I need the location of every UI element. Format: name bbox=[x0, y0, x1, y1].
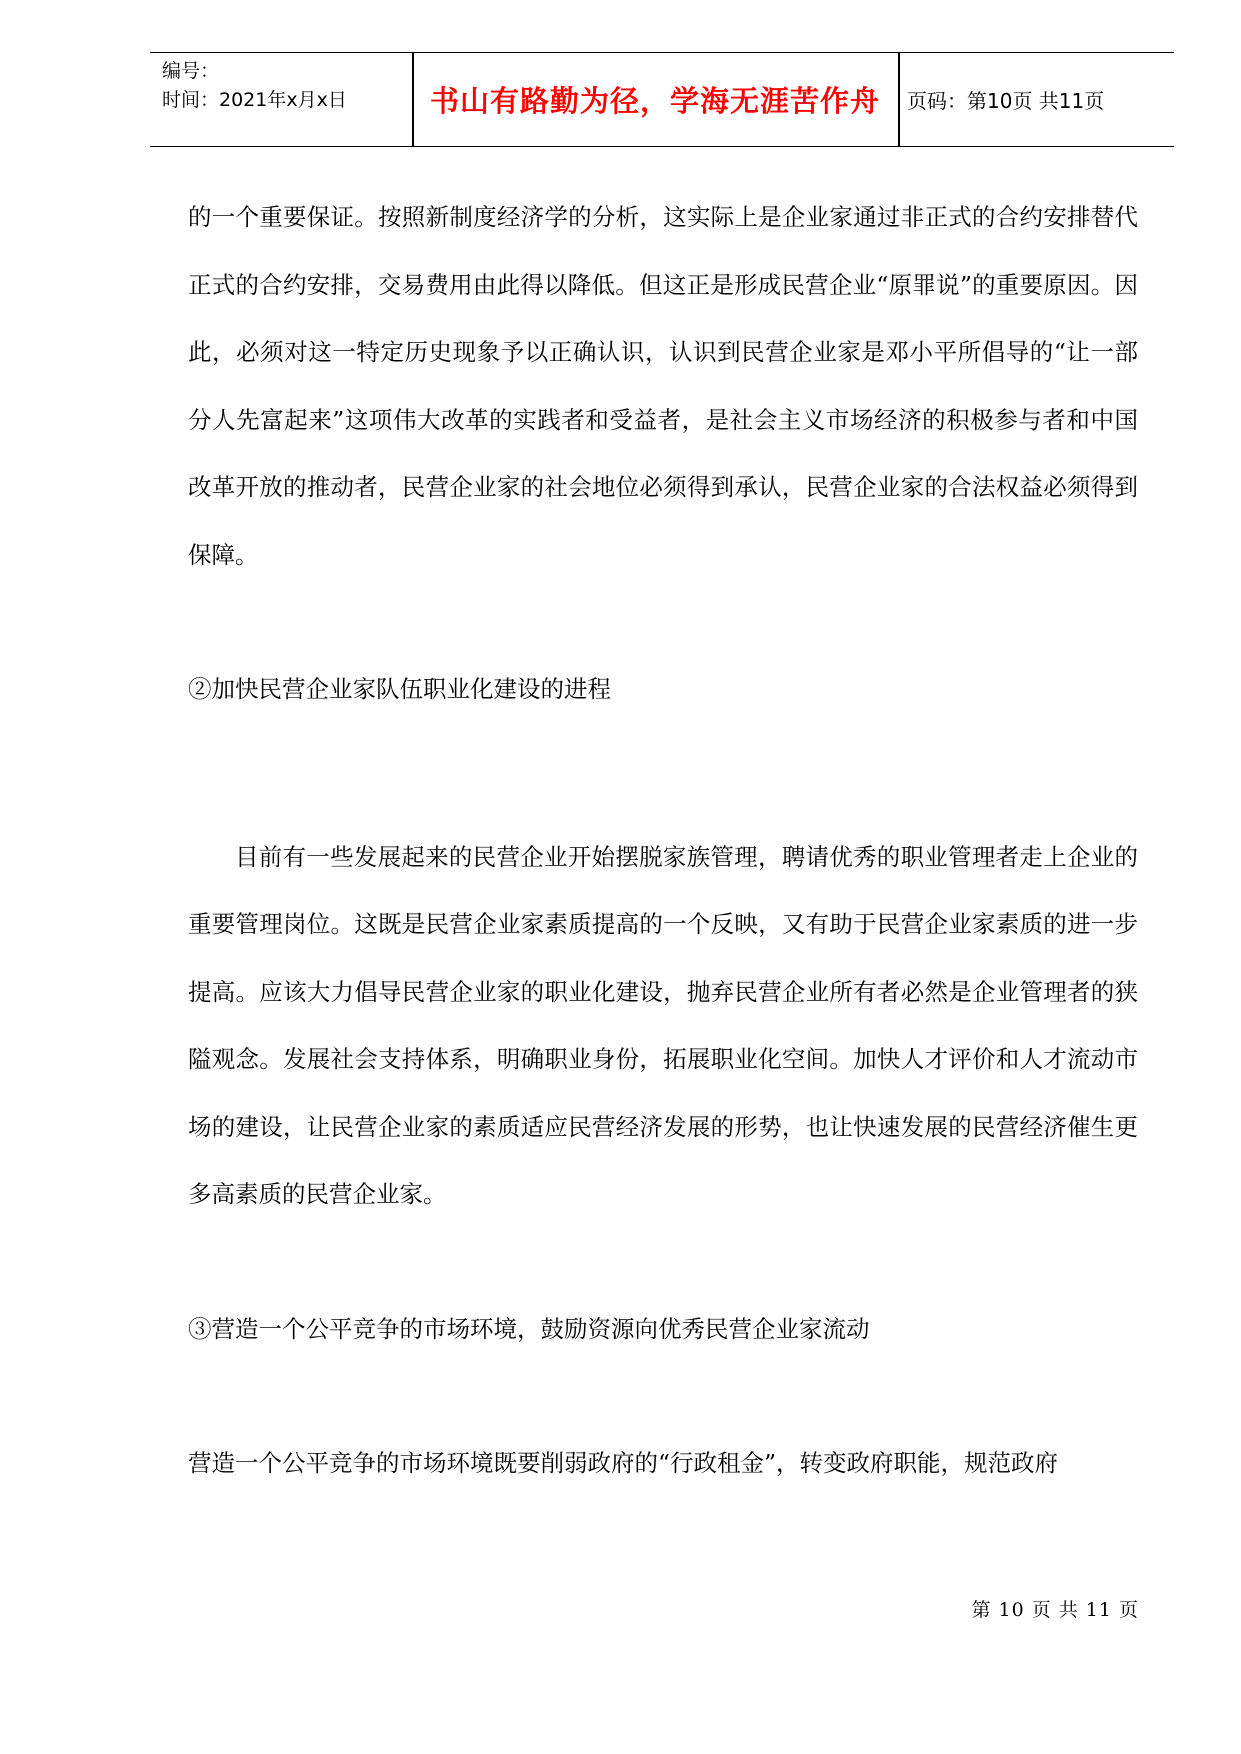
header-motto: 书山有路勤为径，学海无涯苦作舟 bbox=[429, 84, 880, 118]
header-meta bbox=[162, 57, 412, 115]
body-paragraph: 目前有一些发展起来的民营企业开始摆脱家族管理，聘请优秀的职业管理者走上企业的重要管理岗位。这既是民营企业家素质提高的一个反映，又有助于民营企业家素质的进一步提高。应该大力倡导民营企业家的职业化建设，抛弃民营企业所有者必然是企业管理者的狭隘观念。发展社会支持体系，明确职业身份，拓展职业化空间。加快人才评价和人才流动市场的建设，让民营企业家的素质适应民营经济发展的形势，也让快速发展的民营经济催生更多高素质的民营企业家。 bbox=[188, 842, 1138, 1208]
document-header bbox=[150, 52, 1174, 147]
header-divider bbox=[898, 53, 900, 146]
header-page-info: 页码：第10页 共11页 bbox=[907, 89, 1105, 113]
body-paragraph: 的一个重要保证。按照新制度经济学的分析，这实际上是企业家通过非正式的合约安排替代正式的合约安排，交易费用由此得以降低。但这正是形成民营企业“原罪说”的重要原因。因此，必须对这一特定历史现象予以正确认识，认识到民营企业家是邓小平所倡导的“让一部分人先富起来”这项伟大改革的实践者和受益者，是社会主义市场经济的积极参与者和中国改革开放的推动者，民营企业家的社会地位必须得到承认，民营企业家的合法权益必须得到保障。 bbox=[188, 203, 1138, 569]
document-body bbox=[188, 184, 1138, 1498]
page-footer: 第 10 页 共 11 页 bbox=[971, 1599, 1139, 1621]
body-paragraph: 营造一个公平竞争的市场环境既要削弱政府的“行政租金”，转变政府职能，规范政府 bbox=[188, 1449, 1059, 1477]
section-heading: ②加快民营企业家队伍职业化建设的进程 bbox=[188, 675, 611, 703]
section-heading: ③营造一个公平竞争的市场环境，鼓励资源向优秀民营企业家流动 bbox=[188, 1314, 870, 1343]
document-number-label: 编号： bbox=[162, 60, 220, 82]
document-time: 时间：2021年x月x日 bbox=[162, 89, 347, 111]
